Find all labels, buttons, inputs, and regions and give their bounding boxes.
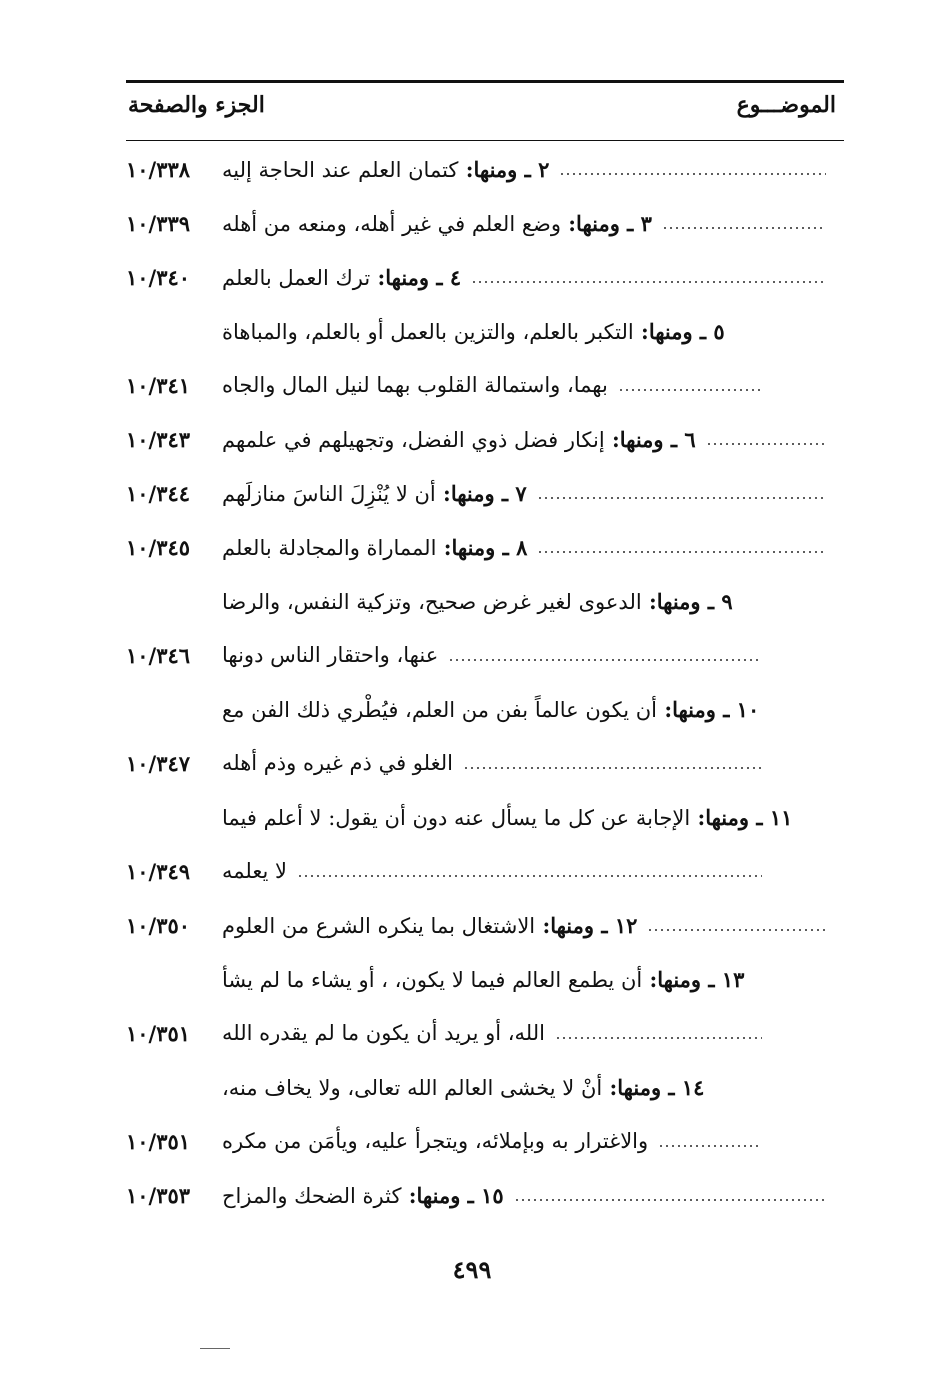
header-topic: الموضـــوع bbox=[736, 92, 836, 118]
toc-line bbox=[126, 1060, 844, 1114]
top-rule bbox=[126, 80, 844, 83]
toc-entry-text: كتمان العلم عند الحاجة إليه bbox=[222, 157, 459, 182]
toc-line bbox=[126, 1168, 844, 1222]
toc-entry-number: ٥ ـ ومنها: bbox=[633, 318, 725, 344]
toc-entry bbox=[126, 790, 844, 898]
dot-leader bbox=[537, 497, 826, 499]
toc-line bbox=[126, 898, 844, 952]
toc-entry-page: ١٠/٣٤١ bbox=[126, 372, 191, 398]
toc-line bbox=[126, 520, 844, 574]
dot-leader bbox=[647, 929, 826, 931]
toc-entry-number: ٣ ـ ومنها: bbox=[560, 210, 652, 236]
toc-entry-continuation: الله، أو يريد أن يكون ما لم يقدره الله bbox=[222, 1021, 545, 1045]
toc-entry-page: ١٠/٣٤٩ bbox=[126, 858, 191, 884]
toc-line-body bbox=[222, 427, 844, 452]
toc-entry-title bbox=[222, 967, 744, 992]
toc-line bbox=[126, 952, 844, 1006]
dot-leader bbox=[559, 173, 826, 175]
toc-entry-number: ١٣ ـ ومنها: bbox=[642, 966, 745, 992]
toc-entry-number: ١٢ ـ ومنها: bbox=[535, 912, 638, 938]
toc-entry bbox=[126, 196, 844, 250]
toc-entry-number: ١٠ ـ ومنها: bbox=[657, 696, 760, 722]
toc-entry-number: ١٤ ـ ومنها: bbox=[602, 1074, 705, 1100]
toc-line-body bbox=[222, 481, 844, 506]
toc-entry-number: ٩ ـ ومنها: bbox=[641, 588, 733, 614]
table-of-contents bbox=[126, 142, 844, 1222]
toc-entry bbox=[126, 142, 844, 196]
toc-entry-continuation: عنها، واحتقار الناس دونها bbox=[222, 643, 439, 667]
dot-leader bbox=[514, 1199, 826, 1201]
toc-line bbox=[126, 466, 844, 520]
toc-line bbox=[126, 250, 844, 304]
dot-leader bbox=[463, 767, 762, 769]
toc-entry-number: ٨ ـ ومنها: bbox=[436, 534, 528, 560]
dot-leader bbox=[706, 443, 826, 445]
toc-entry-page: ١٠/٣٥١ bbox=[126, 1020, 191, 1046]
toc-line bbox=[126, 412, 844, 466]
toc-entry-page: ١٠/٣٤٠ bbox=[126, 264, 191, 290]
toc-line-body bbox=[222, 157, 844, 182]
toc-entry bbox=[126, 1060, 844, 1168]
dot-leader bbox=[537, 551, 826, 553]
toc-entry-number: ٦ ـ ومنها: bbox=[604, 426, 696, 452]
toc-entry-text: أن يطمع العالم فيما لا يكون، ، أو يشاء ما لم يشأ bbox=[222, 967, 643, 992]
toc-line-body bbox=[222, 589, 844, 614]
toc-entry bbox=[126, 1168, 844, 1222]
toc-entry bbox=[126, 898, 844, 952]
toc-entry-page: ١٠/٣٣٩ bbox=[126, 210, 191, 236]
toc-entry-text: إنكار فضل ذوي الفضل، وتجهيلهم في علمهم bbox=[222, 427, 605, 452]
toc-entry-page: ١٠/٣٥١ bbox=[126, 1128, 191, 1154]
toc-line-body bbox=[222, 913, 844, 938]
toc-entry bbox=[126, 412, 844, 466]
toc-line-body bbox=[222, 373, 844, 397]
toc-entry-title bbox=[222, 157, 549, 182]
toc-entry-page: ١٠/٣٤٦ bbox=[126, 642, 191, 668]
toc-entry-text: الاشتغال بما ينكره الشرع من العلوم bbox=[222, 913, 536, 938]
toc-line-body bbox=[222, 1021, 844, 1045]
toc-entry bbox=[126, 520, 844, 574]
toc-entry-text: أنْ لا يخشى العالم الله تعالى، ولا يخاف منه، bbox=[222, 1075, 603, 1100]
toc-line-body bbox=[222, 1075, 844, 1100]
toc-entry-continuation: والاغترار به وبإملائه، ويتجرأ عليه، ويأمَن من مكره bbox=[222, 1129, 649, 1153]
toc-entry-title bbox=[222, 1183, 504, 1208]
header-rule bbox=[126, 140, 844, 141]
toc-entry-title bbox=[222, 427, 696, 452]
toc-entry-text: كثرة الضحك والمزاح bbox=[222, 1183, 402, 1208]
toc-entry-number: ٢ ـ ومنها: bbox=[458, 156, 550, 182]
toc-entry-title bbox=[222, 913, 637, 938]
toc-line bbox=[126, 790, 844, 844]
toc-line bbox=[126, 142, 844, 196]
dot-leader bbox=[555, 1037, 762, 1039]
toc-entry-title bbox=[222, 265, 461, 290]
toc-entry-title bbox=[222, 211, 652, 236]
toc-entry bbox=[126, 952, 844, 1060]
toc-entry-title bbox=[222, 805, 792, 830]
toc-line-body bbox=[222, 967, 844, 992]
toc-line bbox=[126, 1006, 844, 1060]
toc-line bbox=[126, 304, 844, 358]
toc-entry-number: ١٥ ـ ومنها: bbox=[401, 1182, 504, 1208]
toc-line-body bbox=[222, 751, 844, 775]
toc-line-body bbox=[222, 1129, 844, 1153]
dot-leader bbox=[662, 227, 826, 229]
toc-entry-title bbox=[222, 697, 759, 722]
toc-entry-page: ١٠/٣٥٣ bbox=[126, 1182, 191, 1208]
toc-entry-text: المماراة والمجادلة بالعلم bbox=[222, 535, 437, 560]
toc-entry-continuation: لا يعلمه bbox=[222, 859, 287, 883]
toc-line bbox=[126, 736, 844, 790]
toc-entry-title bbox=[222, 535, 527, 560]
toc-entry-page: ١٠/٣٤٣ bbox=[126, 426, 191, 452]
toc-entry-text: الدعوى لغير غرض صحيح، وتزكية النفس، والرضا bbox=[222, 589, 642, 614]
toc-entry-title bbox=[222, 589, 733, 614]
toc-line-body bbox=[222, 643, 844, 667]
toc-entry-continuation: بهما، واستمالة القلوب بهما لنيل المال والجاه bbox=[222, 373, 608, 397]
toc-entry-page: ١٠/٣٤٧ bbox=[126, 750, 191, 776]
toc-entry-page: ١٠/٣٤٥ bbox=[126, 534, 191, 560]
toc-line bbox=[126, 1114, 844, 1168]
toc-entry-text: وضع العلم في غير أهله، ومنعه من أهله bbox=[222, 211, 561, 236]
toc-line-body bbox=[222, 211, 844, 236]
toc-line bbox=[126, 682, 844, 736]
toc-line bbox=[126, 844, 844, 898]
toc-entry bbox=[126, 682, 844, 790]
dot-leader bbox=[658, 1145, 762, 1147]
toc-line-body bbox=[222, 805, 844, 830]
toc-entry-text: الإجابة عن كل ما يسأل عنه دون أن يقول: لا أعلم فيما bbox=[222, 805, 691, 830]
toc-entry-number: ٧ ـ ومنها: bbox=[435, 480, 527, 506]
dot-leader bbox=[618, 389, 762, 391]
toc-entry-text: أن يكون عالماً بفن من العلم، فيُطْري ذلك الفن مع bbox=[222, 697, 658, 722]
toc-entry bbox=[126, 304, 844, 412]
toc-entry bbox=[126, 250, 844, 304]
toc-line-body bbox=[222, 859, 844, 883]
footer-mark bbox=[200, 1348, 230, 1349]
toc-line-body bbox=[222, 319, 844, 344]
toc-entry-number: ١١ ـ ومنها: bbox=[690, 804, 793, 830]
toc-entry-number: ٤ ـ ومنها: bbox=[370, 264, 462, 290]
header-part-page: الجزء والصفحة bbox=[128, 92, 265, 118]
toc-entry-page: ١٠/٣٤٤ bbox=[126, 480, 191, 506]
toc-entry bbox=[126, 466, 844, 520]
toc-entry-text: التكبر بالعلم، والتزين بالعمل أو بالعلم، والمباهاة bbox=[222, 319, 634, 344]
toc-entry-page: ١٠/٣٥٠ bbox=[126, 912, 191, 938]
toc-line-body bbox=[222, 1183, 844, 1208]
toc-line-body bbox=[222, 265, 844, 290]
dot-leader bbox=[297, 875, 762, 877]
toc-line bbox=[126, 358, 844, 412]
toc-line-body bbox=[222, 535, 844, 560]
toc-entry-title bbox=[222, 319, 725, 344]
toc-line bbox=[126, 628, 844, 682]
dot-leader bbox=[448, 659, 762, 661]
toc-entry-text: أن لا يُنْزِلَ الناسَ منازلَهم bbox=[222, 481, 436, 506]
page-number: ٤٩٩ bbox=[452, 1255, 492, 1284]
toc-line bbox=[126, 196, 844, 250]
toc-entry-title bbox=[222, 481, 527, 506]
toc-entry-title bbox=[222, 1075, 704, 1100]
toc-entry-page: ١٠/٣٣٨ bbox=[126, 156, 191, 182]
dot-leader bbox=[471, 281, 826, 283]
toc-line-body bbox=[222, 697, 844, 722]
toc-line bbox=[126, 574, 844, 628]
toc-entry-text: ترك العمل بالعلم bbox=[222, 265, 371, 290]
toc-entry-continuation: الغلو في ذم غيره وذم أهله bbox=[222, 751, 453, 775]
toc-entry bbox=[126, 574, 844, 682]
